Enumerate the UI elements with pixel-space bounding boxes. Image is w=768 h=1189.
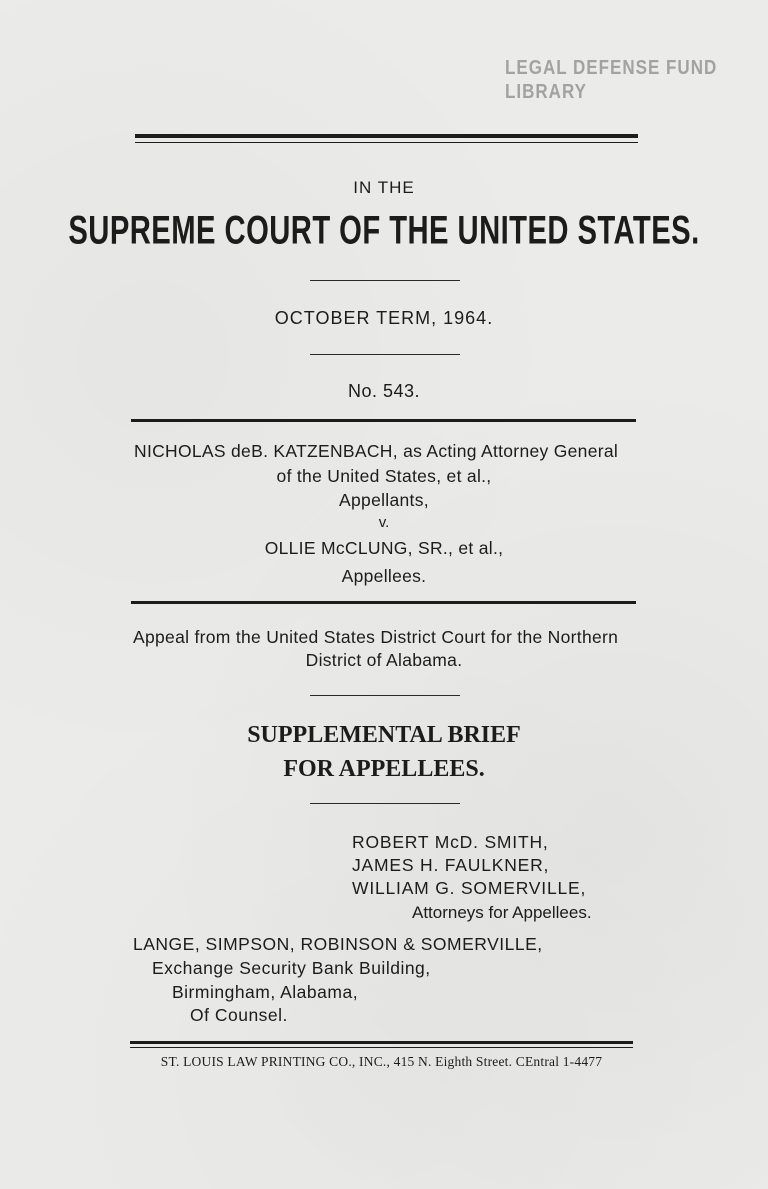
in-the-label: IN THE <box>353 178 415 197</box>
top-rule-thin <box>135 142 638 143</box>
divider-2 <box>310 354 460 355</box>
appellee-role: Appellees. <box>341 566 427 586</box>
library-stamp: LEGAL DEFENSE FUND LIBRARY <box>505 56 718 103</box>
parties-top-rule <box>131 419 636 422</box>
brief-title-line-1: SUPPLEMENTAL BRIEF <box>247 722 521 748</box>
brief-title <box>0 718 768 786</box>
attorney-name: WILLIAM G. SOMERVILLE, <box>352 878 587 898</box>
bottom-rule-thin <box>130 1047 633 1048</box>
attorney-name: JAMES H. FAULKNER, <box>352 855 550 875</box>
counsel-city: Birmingham, Alabama, <box>172 982 359 1002</box>
appeal-line-1: Appeal from the United States District Court for the Northern <box>133 627 619 647</box>
versus-label: v. <box>378 514 390 531</box>
appellant-name-cont: of the United States, et al., <box>276 466 492 486</box>
appellant-role: Appellants, <box>339 490 429 510</box>
counsel-role: Of Counsel. <box>190 1005 288 1025</box>
top-rule-thick <box>135 134 638 138</box>
bottom-rule-thick <box>130 1041 633 1044</box>
attorney-name: ROBERT McD. SMITH, <box>352 832 549 852</box>
attorneys-role: Attorneys for Appellees. <box>412 903 592 922</box>
printer-imprint: ST. LOUIS LAW PRINTING CO., INC., 415 N. Eighth Street. CEntral 1-4477 <box>160 1054 603 1069</box>
divider-3 <box>310 695 460 696</box>
case-number: No. 543. <box>347 381 421 401</box>
court-title: SUPREME COURT OF THE UNITED STATES. <box>68 208 700 253</box>
divider-4 <box>310 803 460 804</box>
parties-bottom-rule <box>131 601 636 604</box>
appeal-line-2: District of Alabama. <box>305 650 463 670</box>
brief-title-line-2: FOR APPELLEES. <box>283 756 485 782</box>
term-label: OCTOBER TERM, 1964. <box>274 308 494 328</box>
counsel-firm: LANGE, SIMPSON, ROBINSON & SOMERVILLE, <box>133 934 543 954</box>
appellee-name: OLLIE McCLUNG, SR., et al., <box>264 538 504 558</box>
divider-1 <box>310 280 460 281</box>
appellant-name: NICHOLAS deB. KATZENBACH, as Acting Attorney General <box>134 441 619 461</box>
counsel-building: Exchange Security Bank Building, <box>152 958 431 978</box>
